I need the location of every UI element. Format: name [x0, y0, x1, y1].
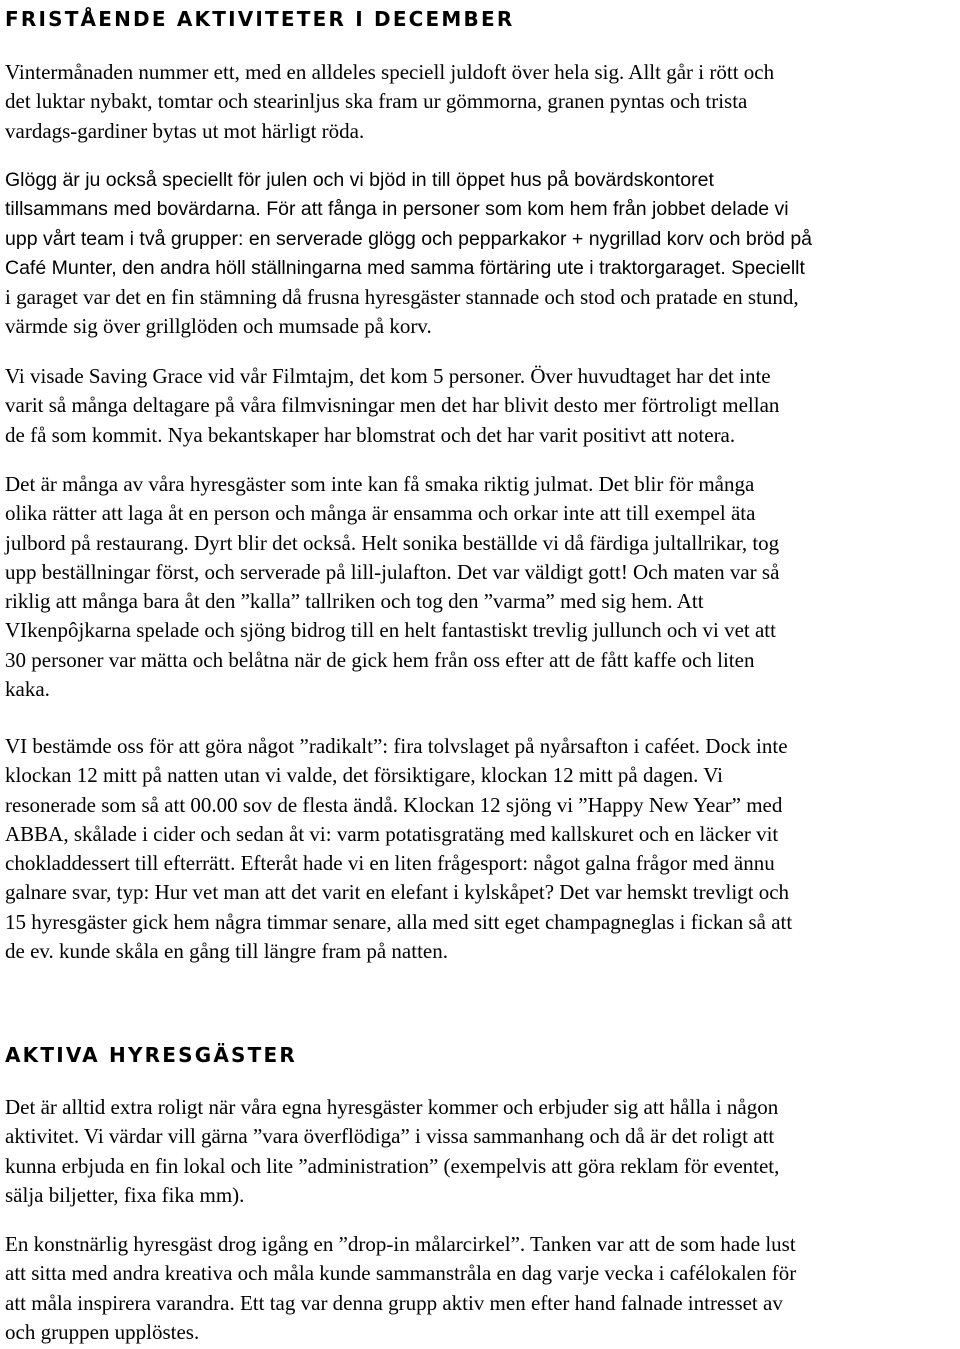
text-line: ABBA, skålade i cider och sedan åt vi: varm potatisgratäng med kallskuret och en läcker vit	[5, 821, 779, 846]
text-line: och gruppen upplöstes.	[5, 1319, 200, 1344]
text-line: Det är många av våra hyresgäster som inte kan få smaka riktig julmat. Det blir för många	[5, 472, 755, 496]
text-line: Vintermånaden nummer ett, med en alldeles speciell juldoft över hela sig. Allt går i rött och	[5, 60, 775, 84]
text-line: VIkenpôjkarna spelade och sjöng bidrog till en helt fantastiskt trevlig jullunch och vi vet att	[5, 618, 776, 643]
text-line: 15 hyresgäster gick hem några timmar senare, alla med sitt eget champagneglas i fickan så att	[5, 909, 793, 934]
text-line: kunna erbjuda en fin lokal och lite ”administration” (exempelvis att göra reklam för eventet,	[5, 1153, 780, 1178]
text-line: aktivitet. Vi värdar vill gärna ”vara överflödiga” i vissa sammanhang och då är det roligt att	[5, 1124, 775, 1149]
text-line: 30 personer var mätta och belåtna när de gick hem från oss efter att de fått kaffe och liten	[5, 647, 755, 672]
text-line: tillsammans med bovärdarna. För att fånga in personer som kom hem från jobbet delade vi	[5, 198, 789, 221]
text-line: det luktar nybakt, tomtar och stearinljus ska fram ur gömmorna, granen pyntas och trista	[5, 89, 748, 114]
paragraph-julmat	[5, 470, 779, 704]
text-line: sälja biljetter, fixa fika mm).	[5, 1182, 245, 1207]
text-line: En konstnärlig hyresgäst drog igång en ”drop-in målarcirkel”. Tanken var att de som hade lust	[5, 1232, 796, 1256]
text-line: Det är alltid extra roligt när våra egna hyresgäster kommer och erbjuder sig att hålla i någon	[5, 1095, 779, 1119]
text-line: julbord på restaurang. Dyrt blir det också. Helt sonika beställde vi då färdiga jultallrikar, tog	[5, 530, 780, 555]
text-line: kaka.	[5, 677, 50, 702]
paragraph-malarcirkel	[5, 1230, 796, 1347]
section-heading-aktiva-hyresgaster: AKTIVA HYRESGÄSTER	[5, 1043, 297, 1067]
text-line: upp vårt team i två grupper: en serverade glögg och pepparkakor + nygrillad korv och bröd på	[5, 227, 813, 250]
text-line: de få som kommit. Nya bekantskaper har blomstrat och det har varit positivt att notera.	[5, 422, 736, 447]
text-line: att sitta med andra kreativa och måla kunde sammanstråla en dag varje vecka i cafélokalen för	[5, 1261, 797, 1286]
text-line: Glögg är ju också speciellt för julen och vi bjöd in till öppet hus på bovärdskontoret	[5, 169, 714, 191]
text-line: resonerade som så att 00.00 sov de flesta ändå. Klockan 12 sjöng vi ”Happy New Year” med	[5, 792, 783, 817]
text-line: galnare svar, typ: Hur vet man att det varit en elefant i kylskåpet? Det var hemskt trevligt och	[5, 880, 790, 905]
paragraph-intro	[5, 58, 774, 146]
text-line: varit så många deltagare på våra filmvisningar men det har blivit desto mer förtroligt mellan	[5, 393, 780, 418]
text-line: att måla inspirera varandra. Ett tag var denna grupp aktiv men efter hand falnade intresset av	[5, 1290, 783, 1315]
text-line: de ev. kunde skåla en gång till längre fram på natten.	[5, 939, 448, 964]
paragraph-glogg	[5, 166, 812, 342]
text-line: Vi visade Saving Grace vid vår Filmtajm, det kom 5 personer. Över huvudtaget har det inte	[5, 364, 771, 388]
text-line: riklig att många bara åt den ”kalla” tallriken och tog den ”varma” med sig hem. Att	[5, 589, 704, 614]
text-line: vardags-gardiner bytas ut mot härligt röda.	[5, 118, 365, 143]
text-line: upp beställningar först, och serverade på lill-julafton. Det var väldigt gott! Och maten var så	[5, 559, 780, 584]
paragraph-aktiva	[5, 1093, 779, 1210]
text-line: klockan 12 mitt på natten utan vi valde, det försiktigare, klockan 12 mitt på dagen. Vi	[5, 763, 723, 788]
text-line: olika rätter att laga åt en person och många är ensamma och orkar inte att till exempel äta	[5, 501, 756, 526]
paragraph-filmtajm	[5, 362, 779, 450]
text-line: i garaget var det en fin stämning då frusna hyresgäster stannade och stod och pratade en stund,	[5, 285, 799, 310]
text-line: VI bestämde oss för att göra något ”radikalt”: fira tolvslaget på nyårsafton i caféet. Dock inte	[5, 734, 788, 758]
text-line: Café Munter, den andra höll ställningarna med samma förtäring ute i traktorgaraget. Speciellt	[5, 256, 805, 279]
paragraph-nyarsafton	[5, 732, 792, 966]
section-heading-december: FRISTÅENDE AKTIVITETER I DECEMBER	[5, 7, 515, 31]
text-line: värmde sig över grillglöden och mumsade på korv.	[5, 314, 432, 339]
text-line: chokladdessert till efterrätt. Efteråt hade vi en liten frågesport: något galna frågor med ännu	[5, 851, 775, 876]
